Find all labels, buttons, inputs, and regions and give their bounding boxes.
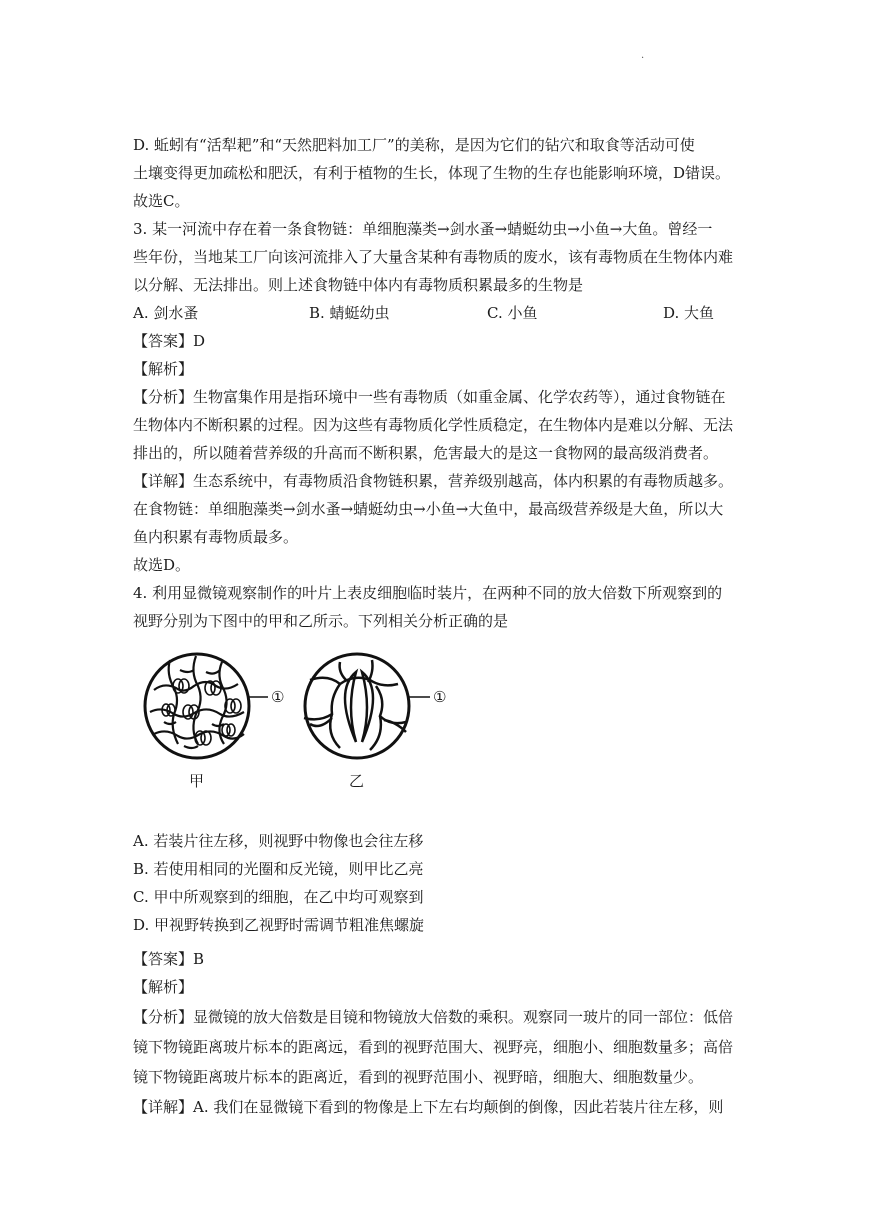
q4-option-d: D. 甲视野转换到乙视野时需调节粗准焦螺旋	[133, 916, 425, 934]
question-4-stem: 4. 利用显微镜观察制作的叶片上表皮细胞临时装片，在两种不同的放大倍数下所观察到的	[133, 584, 723, 602]
q3-answer: 【答案】D	[133, 332, 206, 350]
q4-option-c: C. 甲中所观察到的细胞，在乙中均可观察到	[133, 888, 424, 906]
text-line: 镜下物镜距离玻片标本的距离远，看到的视野范围大、视野亮，细胞小、细胞数量多；高倍	[133, 1038, 734, 1056]
question-3-stem: 3. 某一河流中存在着一条食物链：单细胞藻类→剑水蚤→蜻蜓幼虫→小鱼→大鱼。曾经一	[133, 220, 713, 238]
text-line: 镜下物镜距离玻片标本的距离近，看到的视野范围小、视野暗，细胞大、细胞数量少。	[133, 1068, 704, 1086]
q4-option-a: A. 若装片往左移，则视野中物像也会往左移	[133, 832, 424, 850]
q3-option-c: C. 小鱼	[487, 304, 538, 322]
figure-label-jia: 甲	[189, 772, 205, 790]
q4-option-b: B. 若使用相同的光圈和反光镜，则甲比乙亮	[133, 860, 424, 878]
q4-analysis-heading: 【解析】	[133, 978, 194, 996]
text-line: 生物体内不断积累的过程。因为这些有毒物质化学性质稳定，在生物体内是难以分解、无法	[133, 416, 734, 434]
pointer-label-right: ①	[433, 688, 447, 706]
q3-analysis-heading: 【解析】	[133, 360, 194, 378]
figure-label-yi: 乙	[349, 772, 365, 790]
microscope-figure	[140, 650, 470, 800]
text-line: 视野分别为下图中的甲和乙所示。下列相关分析正确的是	[133, 612, 509, 630]
text-line: 故选C。	[133, 192, 190, 210]
text-line: D. 蚯蚓有“活犁耙”和“天然肥料加工厂”的美称，是因为它们的钻穴和取食等活动可使	[133, 136, 695, 154]
q3-option-d: D. 大鱼	[663, 304, 715, 322]
text-line: 排出的，所以随着营养级的升高而不断积累，危害最大的是这一食物网的最高级消费者。	[133, 444, 719, 462]
text-line: 以分解、无法排出。则上述食物链中体内有毒物质积累最多的生物是	[133, 276, 584, 294]
pointer-label-left: ①	[271, 688, 285, 706]
view-yi	[304, 654, 430, 758]
q3-option-b: B. 蜻蜓幼虫	[309, 304, 390, 322]
text-line: 鱼内积累有毒物质最多。	[133, 528, 299, 546]
q3-option-a: A. 剑水蚤	[133, 304, 199, 322]
view-jia	[145, 654, 268, 758]
text-line: 故选D。	[133, 556, 191, 574]
text-line: 些年份，当地某工厂向该河流排入了大量含某种有毒物质的废水，该有毒物质在生物体内难	[133, 248, 734, 266]
q4-answer: 【答案】B	[133, 950, 205, 968]
text-line: 【分析】显微镜的放大倍数是目镜和物镜放大倍数的乘积。观察同一玻片的同一部位：低倍	[133, 1008, 734, 1026]
header-dot: .	[641, 50, 645, 61]
text-line: 土壤变得更加疏松和肥沃，有利于植物的生长，体现了生物的生存也能影响环境，D错误。	[133, 164, 731, 182]
text-line: 【详解】A. 我们在显微镜下看到的物像是上下左右均颠倒的倒像，因此若装片往左移，则	[133, 1098, 724, 1116]
text-line: 在食物链：单细胞藻类→剑水蚤→蜻蜓幼虫→小鱼→大鱼中，最高级营养级是大鱼，所以大	[133, 500, 724, 518]
text-line: 【分析】生物富集作用是指环境中一些有毒物质（如重金属、化学农药等），通过食物链在	[133, 388, 726, 406]
text-line: 【详解】生态系统中，有毒物质沿食物链积累，营养级别越高，体内积累的有毒物质越多。	[133, 472, 734, 490]
